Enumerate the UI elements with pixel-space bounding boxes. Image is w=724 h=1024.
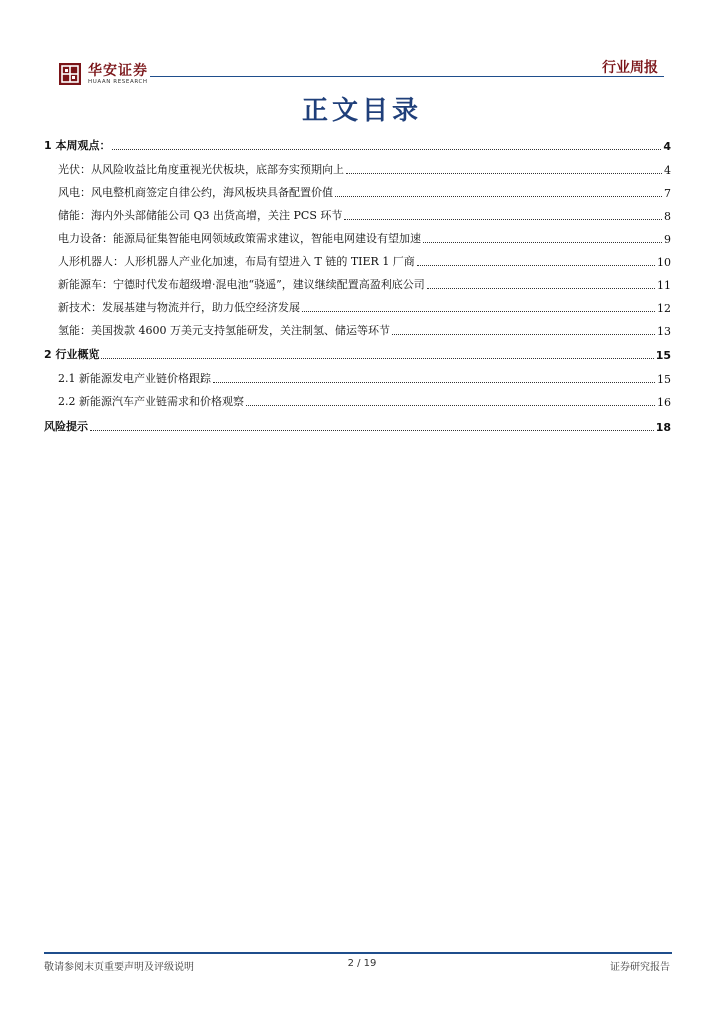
report-type-label: 行业周报 bbox=[602, 60, 658, 76]
toc-entry[interactable] bbox=[44, 276, 671, 292]
toc-leader-dots bbox=[213, 381, 655, 383]
toc-entry-page: 13 bbox=[657, 325, 671, 338]
toc-leader-dots bbox=[392, 333, 655, 335]
toc-entry-page: 4 bbox=[663, 140, 671, 153]
brand-name-cn: 华安证券 bbox=[88, 63, 148, 79]
footer-divider bbox=[44, 952, 672, 954]
toc-leader-dots bbox=[112, 148, 661, 150]
toc-entry-title: 2 行业概览 bbox=[44, 348, 100, 361]
toc-entry[interactable] bbox=[44, 161, 671, 177]
toc-entry-title: 新能源车：宁德时代发布超级增·混电池“骁遥”，建议继续配置高盈利底公司 bbox=[58, 278, 425, 291]
toc-entry-title: 电力设备：能源局征集智能电网领域政策需求建议，智能电网建设有望加速 bbox=[58, 232, 421, 245]
toc-entry-title: 新技术：发展基建与物流并行，助力低空经济发展 bbox=[58, 301, 300, 314]
toc-entry-page: 7 bbox=[664, 187, 671, 200]
toc-entry[interactable] bbox=[44, 346, 671, 362]
toc-entry-title: 储能：海内外头部储能公司 Q3 出货高增，关注 PCS 环节 bbox=[58, 209, 343, 222]
footer-disclaimer: 敬请参阅末页重要声明及评级说明 bbox=[44, 962, 194, 973]
page-number: 2 / 19 bbox=[347, 958, 377, 969]
toc-entry-title: 风险提示 bbox=[44, 420, 88, 433]
toc-entry[interactable] bbox=[44, 418, 671, 434]
toc-entry-page: 16 bbox=[657, 396, 671, 409]
toc-leader-dots bbox=[346, 172, 662, 174]
toc-entry-page: 11 bbox=[657, 279, 671, 292]
toc-entry-title: 1 本周观点： bbox=[44, 139, 111, 152]
toc-entry-title: 风电：风电整机商签定自律公约，海风板块具备配置价值 bbox=[58, 186, 333, 199]
footer-report-label: 证券研究报告 bbox=[610, 962, 670, 973]
toc-entry-page: 15 bbox=[657, 373, 671, 386]
toc-entry-page: 9 bbox=[664, 233, 671, 246]
toc-entry-page: 15 bbox=[655, 349, 671, 362]
toc-entry-page: 4 bbox=[664, 164, 671, 177]
toc-entry-title: 2.2 新能源汽车产业链需求和价格观察 bbox=[58, 395, 244, 408]
page-title: 正文目录 bbox=[301, 96, 422, 126]
toc-entry[interactable] bbox=[44, 207, 671, 223]
toc-entry[interactable] bbox=[44, 253, 671, 269]
header-divider bbox=[150, 76, 664, 77]
toc-leader-dots bbox=[423, 241, 662, 243]
toc-entry[interactable] bbox=[44, 230, 671, 246]
toc-leader-dots bbox=[246, 404, 655, 406]
toc-entry-title: 氢能：美国拨款 4600 万美元支持氢能研发，关注制氢、储运等环节 bbox=[58, 324, 390, 337]
toc-leader-dots bbox=[90, 429, 654, 431]
toc-entry[interactable] bbox=[44, 184, 671, 200]
toc-entry-page: 18 bbox=[655, 421, 671, 434]
toc-leader-dots bbox=[302, 310, 655, 312]
toc-entry[interactable] bbox=[44, 299, 671, 315]
toc-leader-dots bbox=[101, 357, 653, 359]
toc-entry[interactable] bbox=[44, 393, 671, 409]
toc-entry-title: 人形机器人：人形机器人产业化加速，布局有望进入 T 链的 TIER 1 厂商 bbox=[58, 255, 415, 268]
toc-leader-dots bbox=[427, 287, 655, 289]
huaan-seal-icon bbox=[58, 62, 82, 86]
toc-entry[interactable] bbox=[44, 322, 671, 338]
toc-leader-dots bbox=[417, 264, 655, 266]
toc-entry-page: 10 bbox=[657, 256, 671, 269]
toc-entry-page: 8 bbox=[664, 210, 671, 223]
toc-leader-dots bbox=[335, 195, 662, 197]
toc-entry[interactable] bbox=[44, 137, 671, 153]
toc-entry-page: 12 bbox=[657, 302, 671, 315]
toc-leader-dots bbox=[344, 218, 662, 220]
toc-entry[interactable] bbox=[44, 370, 671, 386]
toc-entry-title: 光伏：从风险收益比角度重视光伏板块，底部夯实预期向上 bbox=[58, 163, 344, 176]
toc-entry-title: 2.1 新能源发电产业链价格跟踪 bbox=[58, 372, 211, 385]
brand-name-en: HUAAN RESEARCH bbox=[88, 79, 148, 85]
